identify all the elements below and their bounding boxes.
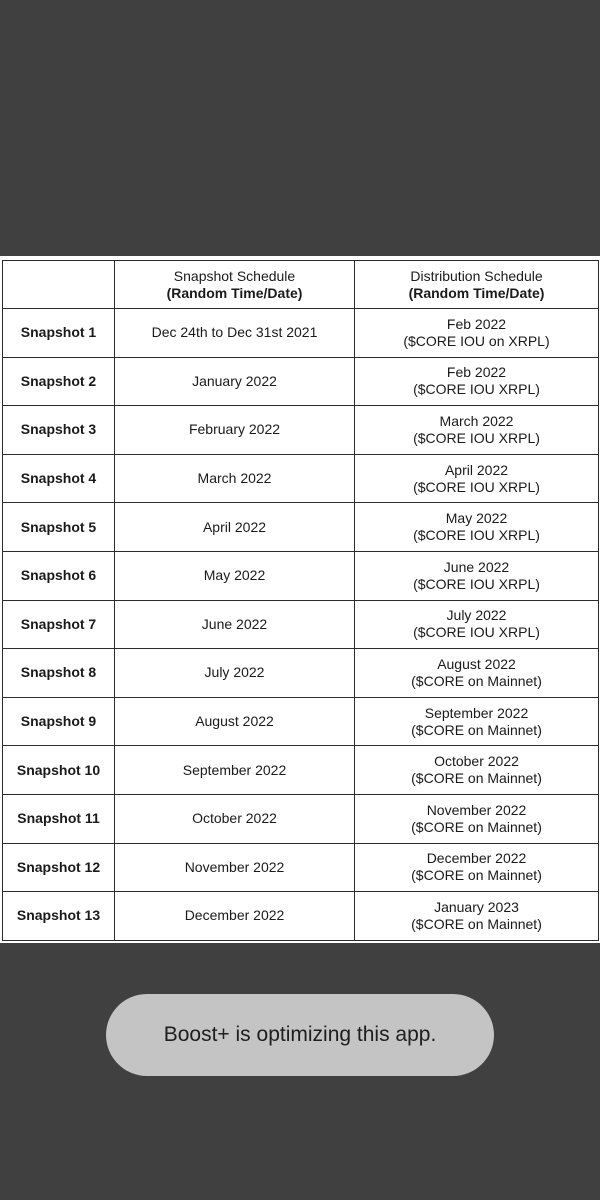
distribution-note: ($CORE IOU XRPL) bbox=[413, 624, 540, 641]
table-row bbox=[3, 843, 599, 892]
table-row bbox=[3, 503, 599, 552]
snapshot-label-cell: Snapshot 9 bbox=[3, 697, 115, 746]
snapshot-date-cell: August 2022 bbox=[115, 697, 355, 746]
snapshot-label-cell: Snapshot 12 bbox=[3, 843, 115, 892]
header-title: Distribution Schedule bbox=[410, 267, 543, 284]
toast-message bbox=[106, 994, 494, 1076]
snapshot-date-cell: March 2022 bbox=[115, 454, 355, 503]
schedule-image bbox=[0, 256, 600, 943]
distribution-date: October 2022 bbox=[434, 753, 519, 770]
header-subtitle: (Random Time/Date) bbox=[166, 284, 303, 301]
distribution-note: ($CORE on Mainnet) bbox=[411, 721, 542, 738]
distribution-date: August 2022 bbox=[437, 655, 516, 672]
distribution-note: ($CORE on Mainnet) bbox=[411, 770, 542, 787]
distribution-note: ($CORE IOU XRPL) bbox=[413, 381, 540, 398]
distribution-cell bbox=[355, 357, 599, 406]
distribution-cell bbox=[355, 843, 599, 892]
header-distribution-schedule bbox=[355, 261, 599, 309]
distribution-note: ($CORE on Mainnet) bbox=[411, 818, 542, 835]
distribution-note: ($CORE IOU XRPL) bbox=[413, 429, 540, 446]
snapshot-label-cell: Snapshot 10 bbox=[3, 746, 115, 795]
distribution-date: January 2023 bbox=[434, 898, 519, 915]
snapshot-date-cell: May 2022 bbox=[115, 551, 355, 600]
snapshot-date-cell: January 2022 bbox=[115, 357, 355, 406]
distribution-cell bbox=[355, 697, 599, 746]
distribution-date: May 2022 bbox=[445, 510, 508, 527]
snapshot-date-cell: June 2022 bbox=[115, 600, 355, 649]
distribution-note: ($CORE on Mainnet) bbox=[411, 672, 542, 689]
snapshot-label-cell: Snapshot 5 bbox=[3, 503, 115, 552]
distribution-cell bbox=[355, 600, 599, 649]
snapshot-label-cell: Snapshot 6 bbox=[3, 551, 115, 600]
distribution-note: ($CORE on Mainnet) bbox=[411, 915, 542, 932]
distribution-cell bbox=[355, 406, 599, 455]
distribution-note: ($CORE IOU XRPL) bbox=[413, 478, 540, 495]
distribution-note: ($CORE on Mainnet) bbox=[411, 867, 542, 884]
distribution-cell bbox=[355, 892, 599, 941]
table-row bbox=[3, 357, 599, 406]
table-header-row bbox=[3, 261, 599, 309]
table-row bbox=[3, 649, 599, 698]
distribution-date: June 2022 bbox=[443, 558, 510, 575]
distribution-date: November 2022 bbox=[426, 801, 527, 818]
header-title: Snapshot Schedule bbox=[173, 267, 296, 284]
snapshot-date-cell: February 2022 bbox=[115, 406, 355, 455]
distribution-cell bbox=[355, 551, 599, 600]
snapshot-date-cell: November 2022 bbox=[115, 843, 355, 892]
distribution-cell bbox=[355, 794, 599, 843]
distribution-date: Feb 2022 bbox=[446, 364, 507, 381]
distribution-date: April 2022 bbox=[444, 461, 509, 478]
snapshot-label-cell: Snapshot 7 bbox=[3, 600, 115, 649]
header-snapshot-schedule bbox=[115, 261, 355, 309]
header-subtitle: (Random Time/Date) bbox=[408, 284, 545, 301]
header-empty-cell bbox=[3, 261, 115, 309]
schedule-table bbox=[2, 260, 599, 941]
distribution-date: Feb 2022 bbox=[446, 315, 507, 332]
distribution-cell bbox=[355, 454, 599, 503]
snapshot-label-cell: Snapshot 3 bbox=[3, 406, 115, 455]
table-row bbox=[3, 600, 599, 649]
snapshot-date-cell: April 2022 bbox=[115, 503, 355, 552]
table-row bbox=[3, 551, 599, 600]
snapshot-label-cell: Snapshot 4 bbox=[3, 454, 115, 503]
snapshot-date-cell: Dec 24th to Dec 31st 2021 bbox=[115, 309, 355, 358]
table-row bbox=[3, 454, 599, 503]
snapshot-label-cell: Snapshot 11 bbox=[3, 794, 115, 843]
snapshot-label-cell: Snapshot 2 bbox=[3, 357, 115, 406]
snapshot-label-cell: Snapshot 1 bbox=[3, 309, 115, 358]
distribution-date: March 2022 bbox=[439, 412, 514, 429]
snapshot-date-cell: October 2022 bbox=[115, 794, 355, 843]
distribution-date: September 2022 bbox=[424, 704, 529, 721]
snapshot-label-cell: Snapshot 13 bbox=[3, 892, 115, 941]
table-row bbox=[3, 406, 599, 455]
distribution-note: ($CORE IOU XRPL) bbox=[413, 575, 540, 592]
distribution-cell bbox=[355, 649, 599, 698]
table-row bbox=[3, 697, 599, 746]
distribution-note: ($CORE IOU on XRPL) bbox=[403, 332, 550, 349]
distribution-note: ($CORE IOU XRPL) bbox=[413, 527, 540, 544]
table-row bbox=[3, 309, 599, 358]
toast-text: Boost+ is optimizing this app. bbox=[163, 1023, 437, 1046]
table-row bbox=[3, 794, 599, 843]
snapshot-label-cell: Snapshot 8 bbox=[3, 649, 115, 698]
snapshot-date-cell: July 2022 bbox=[115, 649, 355, 698]
snapshot-date-cell: September 2022 bbox=[115, 746, 355, 795]
snapshot-date-cell: December 2022 bbox=[115, 892, 355, 941]
table-row bbox=[3, 746, 599, 795]
distribution-cell bbox=[355, 309, 599, 358]
distribution-date: July 2022 bbox=[446, 607, 507, 624]
table-row bbox=[3, 892, 599, 941]
distribution-date: December 2022 bbox=[426, 850, 527, 867]
distribution-cell bbox=[355, 503, 599, 552]
distribution-cell bbox=[355, 746, 599, 795]
